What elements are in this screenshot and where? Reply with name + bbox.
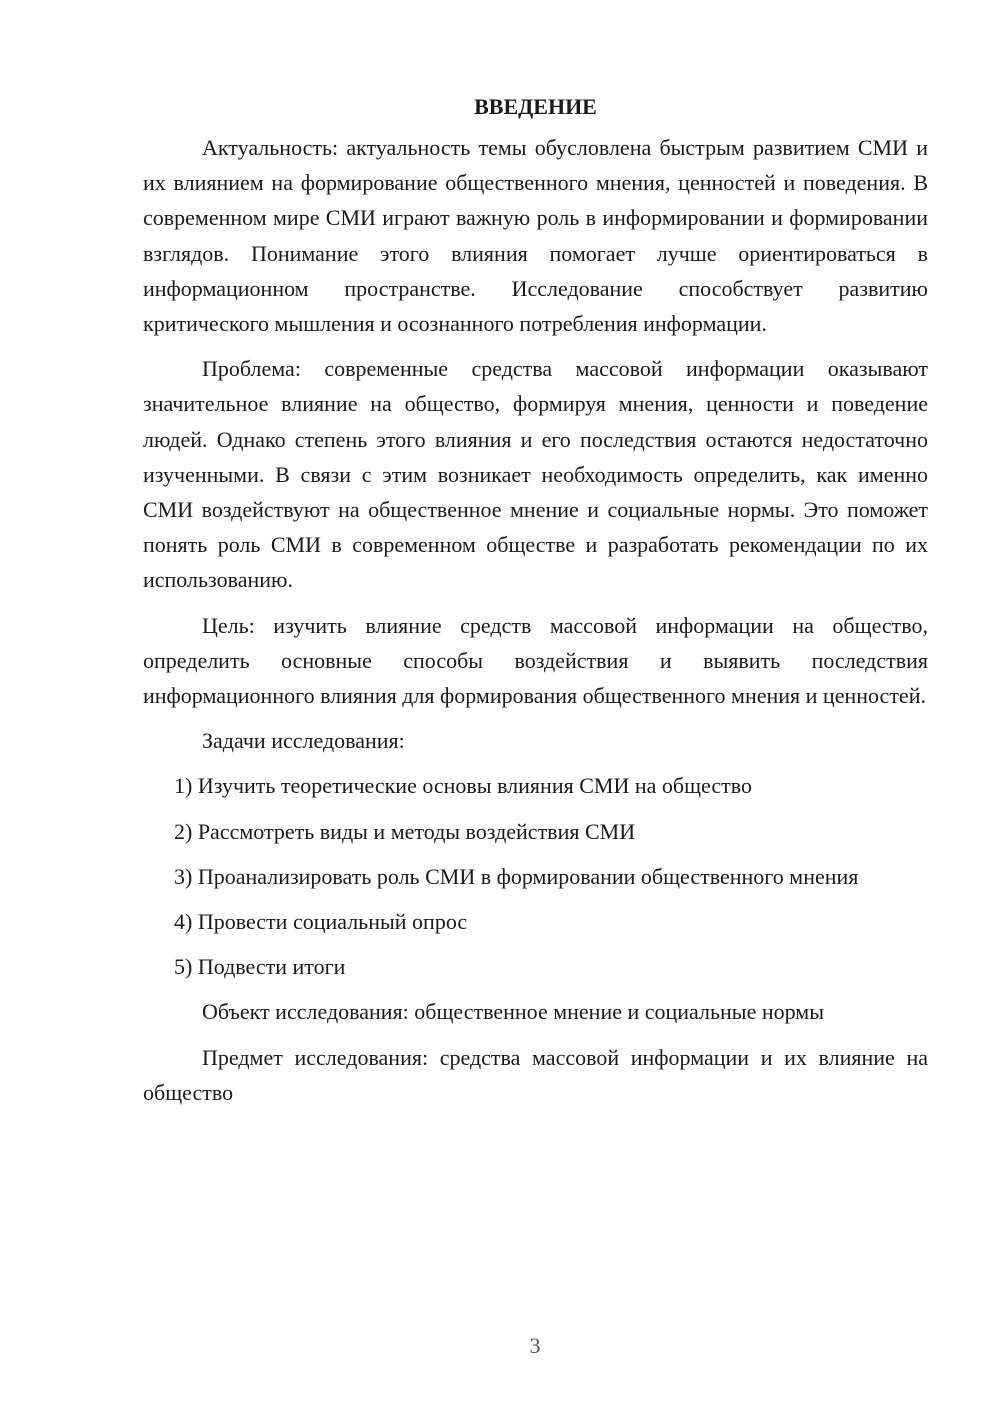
problem-paragraph: Проблема: современные средства массовой информации оказывают значительное влияние на общество, формируя мнения, ценности и поведение людей. Однако степень этого влияния и его последствия остаются недостаточно изученными. В связи с этим возникает необходимость определить, как именно СМИ воздействуют на общественное мнение и социальные нормы. Это поможет понять роль СМИ в современном обществе и разработать рекомендации по их использованию. — [143, 356, 928, 593]
tasks-heading: Задачи исследования: — [202, 728, 405, 754]
research-subject: Предмет исследования: средства массовой информации и их влияние на общество — [143, 1044, 928, 1105]
task-item-2: 2) Рассмотреть виды и методы воздействия СМИ — [174, 818, 636, 844]
research-object: Объект исследования: общественное мнение и социальные нормы — [202, 999, 824, 1025]
relevance-paragraph: Актуальность: актуальность темы обусловлена быстрым развитием СМИ и их влиянием на формирование общественного мнения, ценностей и поведения. В современном мире СМИ играют важную роль в информировании и формировании взглядов. Понимание этого влияния помогает лучше ориентироваться в информационном пространстве. Исследование способствует развитию критического мышления и осознанного потребления информации. — [143, 135, 928, 337]
task-item-4: 4) Провести социальный опрос — [174, 909, 468, 935]
task-item-3: 3) Проанализировать роль СМИ в формировании общественного мнения — [174, 863, 859, 889]
task-item-1: 1) Изучить теоретические основы влияния СМИ на общество — [174, 773, 752, 799]
goal-paragraph: Цель: изучить влияние средств массовой информации на общество, определить основные способы воздействия и выявить последствия информационного влияния для формирования общественного мнения и ценностей. — [143, 612, 928, 709]
document-page — [143, 92, 928, 1120]
task-item-5: 5) Подвести итоги — [174, 954, 346, 980]
page-title: ВВЕДЕНИЕ — [474, 94, 597, 119]
page-number: 3 — [529, 1333, 541, 1358]
